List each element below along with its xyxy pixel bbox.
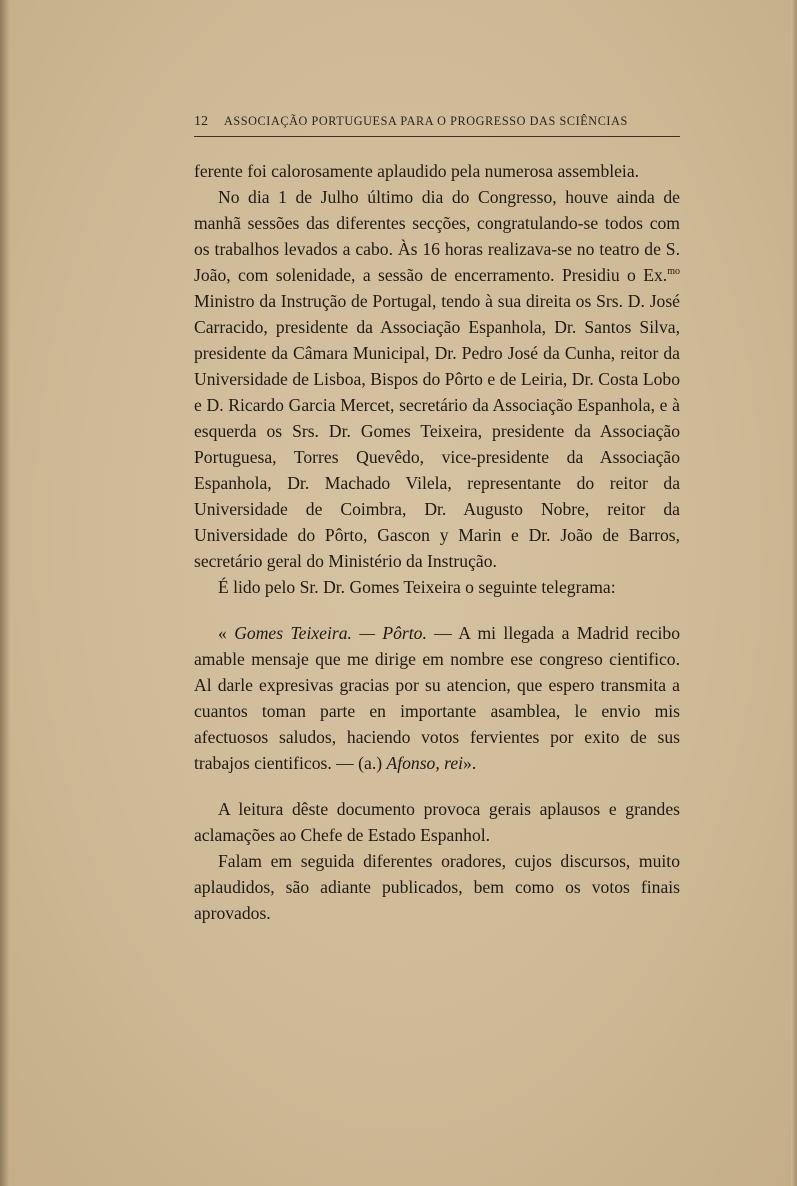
paragraph-closing-session-end: Ministro da Instrução de Portugal, tendo à sua direita os Srs. D. José Carracido, presidente da Associação Espanhola, Dr. Santos Silva, presidente da Câmara Municipal, Dr. Pedro José da Cunha, reitor da Universidade de Lisboa, Bispos do Pôrto e de Leiria, Dr. Costa Lobo e D. Ricardo Garcia Mercet, secretário da Associação Espanhola, e à esquerda os Srs. Dr. Gomes Teixeira, presidente da Associação Portuguesa, Torres Quevêdo, vice-presidente da Associação Espanhola, Dr. Machado Vilela, representante do reitor da Universidade de Coimbra, Dr. Augusto Nobre, reitor da Universidade do Pôrto, Gascon y Marin e Dr. João de Barros, secretário geral do Ministério da Instrução. — [194, 291, 680, 571]
spacer — [194, 776, 680, 796]
paragraph-speakers: Falam em seguida diferentes oradores, cujos discursos, muito aplaudidos, são adiante publicados, bem como os votos finais aprovados. — [194, 851, 680, 923]
quote-text: — A mi llegada a Madrid recibo amable mensaje que me dirige em nombre ese congreso cientifico. Al darle expresivas gracias por su atencion, que espero transmita a cuantos toman parte en importante asamblea, le envio mis afectuosos saludos, haciendo votos fervientes por exito de sus trabajos cientificos. — (a.) — [194, 623, 681, 773]
spacer — [194, 600, 680, 620]
page-left-edge — [0, 0, 10, 1186]
quote-close: ». — [463, 753, 477, 773]
telegram-quote — [194, 620, 680, 776]
running-title: ASSOCIAÇÃO PORTUGUESA PARA O PROGRESSO DAS SCIÊNCIAS — [224, 114, 628, 128]
page-right-edge — [791, 0, 797, 1186]
paragraph-reading: A leitura dêste documento provoca gerais aplausos e grandes aclamações ao Chefe de Estado Espanhol. — [194, 799, 680, 845]
paragraph-telegram-intro: É lido pelo Sr. Dr. Gomes Teixeira o seguinte telegrama: — [218, 577, 616, 597]
quote-address: Gomes Teixeira. — Pôrto. — [234, 623, 427, 643]
quote-signature: Afonso, rei — [386, 753, 464, 773]
running-header — [194, 114, 680, 137]
page-number: 12 — [194, 114, 208, 129]
paragraph-closing-session — [194, 184, 680, 574]
paragraph-continuation: ferente foi calorosamente aplaudido pela numerosa assembleia. — [194, 161, 640, 181]
page-body — [194, 158, 680, 926]
quote-open: « — [218, 623, 235, 643]
superscript-mo: mo — [667, 266, 680, 277]
paragraph-closing-session-start: No dia 1 de Julho último dia do Congresso, houve ainda de manhã sessões das diferentes secções, congratulando-se todos com os trabalhos levados a cabo. Às 16 horas realizava-se no teatro de S. João, com solenidade, a sessão de encerramento. Presidiu o Ex. — [194, 187, 680, 285]
